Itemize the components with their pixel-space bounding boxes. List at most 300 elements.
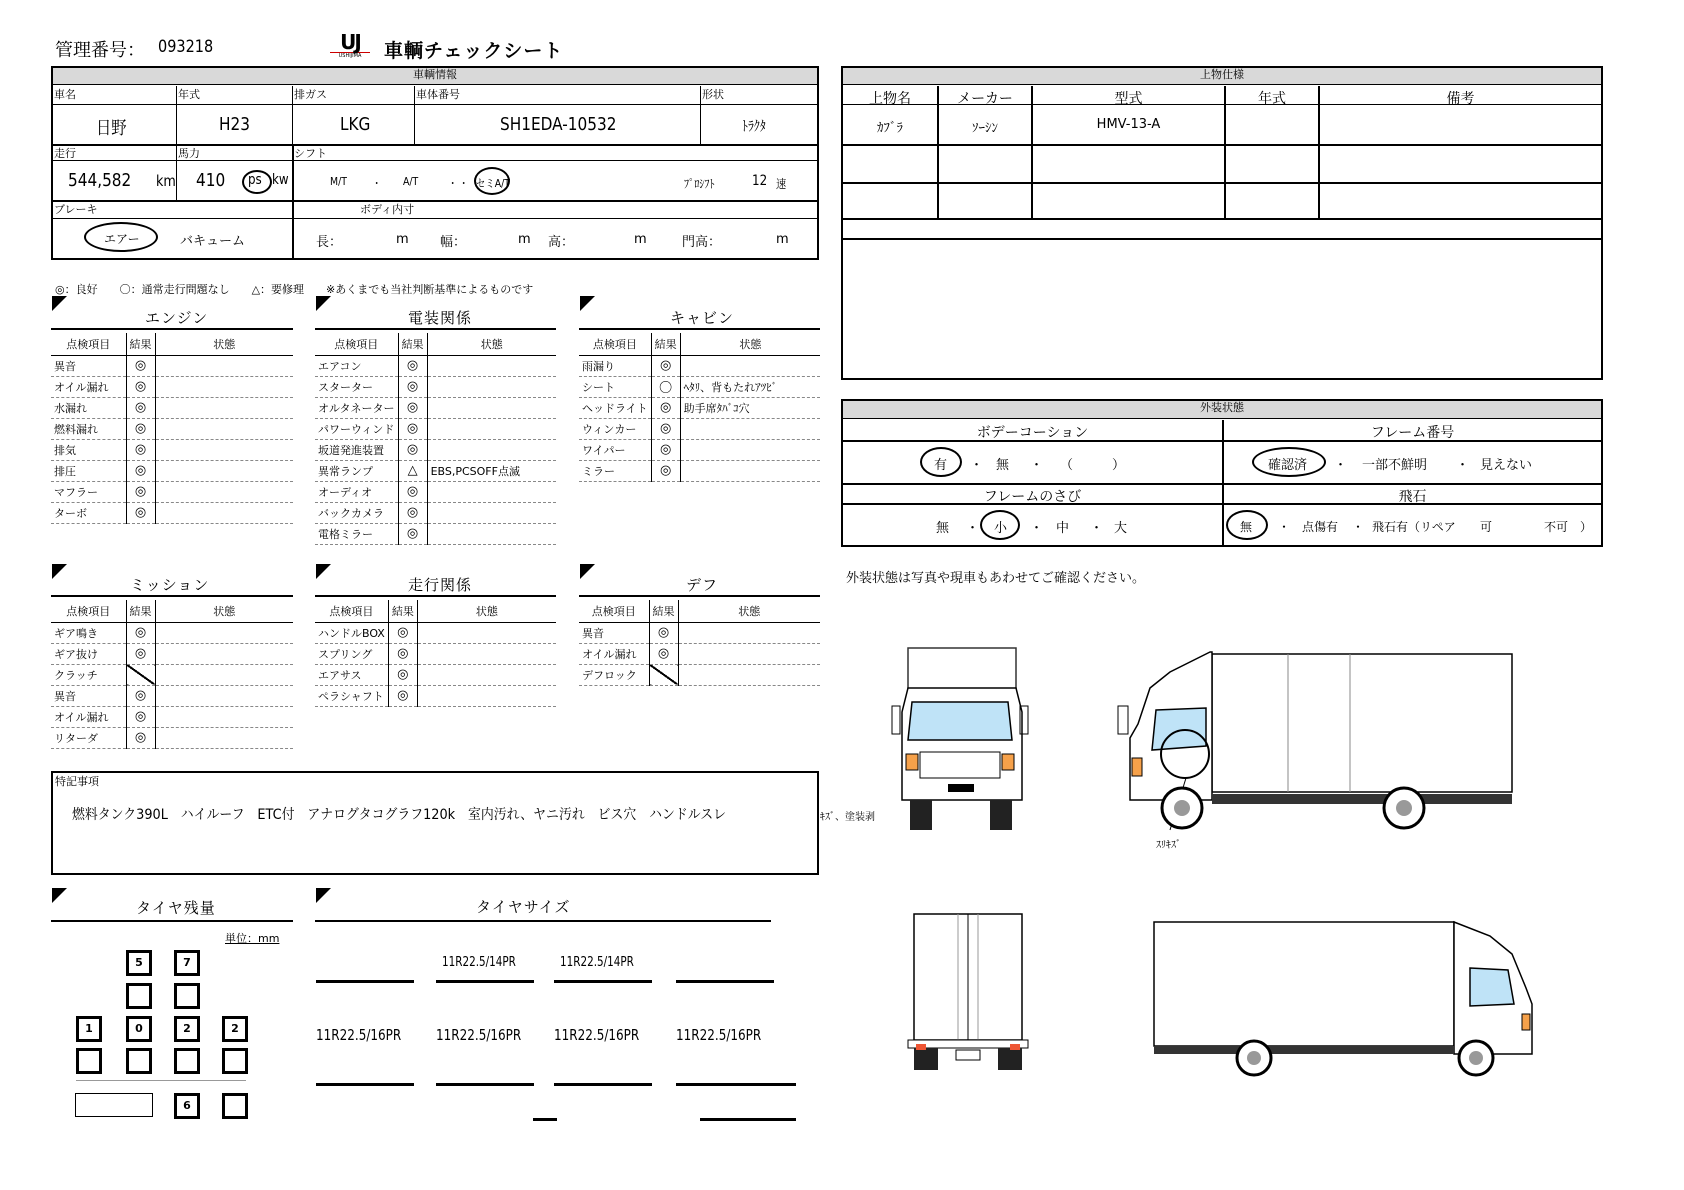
table-row <box>315 397 556 418</box>
check-state <box>427 355 556 376</box>
check-item: 燃料漏れ <box>51 418 126 439</box>
check-result: ◎ <box>398 355 427 376</box>
gear-unit: 速 <box>776 177 787 191</box>
check-item: オイル漏れ <box>579 643 649 664</box>
check-state <box>155 685 293 706</box>
table-header-row <box>51 600 293 622</box>
gear-count: 12 <box>752 173 768 189</box>
check-result: ◎ <box>398 439 427 460</box>
check-result: ◎ <box>126 502 155 523</box>
check-result: ◎ <box>649 622 678 643</box>
shift-dot-3: ・ <box>459 177 469 190</box>
table-row <box>51 460 293 481</box>
table-header-row <box>315 600 556 622</box>
check-result: ◎ <box>388 622 417 643</box>
rule <box>554 980 652 983</box>
check-state <box>155 439 293 460</box>
dim-length: 長： <box>316 235 343 250</box>
tire-size-title: タイヤサイズ <box>476 898 571 916</box>
tire-size-rear-3: 11R22.5/16PR <box>554 1026 640 1044</box>
rule <box>316 980 414 983</box>
check-result: ◎ <box>126 481 155 502</box>
hp-unit-kw: kw <box>272 172 289 188</box>
dim-width: 幅： <box>440 235 467 250</box>
dim-door-unit: m <box>776 232 789 247</box>
rule <box>533 1118 557 1121</box>
col-header-result: 結果 <box>388 600 417 622</box>
table-row <box>315 376 556 397</box>
check-result: ◎ <box>126 643 155 664</box>
dot: ・ <box>970 458 984 473</box>
label-hp: 馬力 <box>178 147 200 160</box>
col-header-result: 結果 <box>649 600 678 622</box>
tire-size-front-left: 11R22.5/14PR <box>442 955 516 970</box>
running-table <box>315 600 556 707</box>
check-item: シート <box>579 376 651 397</box>
check-item: ワイパー <box>579 439 651 460</box>
check-result: ◎ <box>651 355 680 376</box>
section-marker <box>580 296 595 311</box>
check-item: ヘッドライト <box>579 397 651 418</box>
value-year: H23 <box>219 114 250 135</box>
check-state <box>417 643 556 664</box>
check-result: ◎ <box>398 418 427 439</box>
col-header-item: 点検項目 <box>315 333 398 355</box>
check-item: 排圧 <box>51 460 126 481</box>
check-result: ◎ <box>126 727 155 748</box>
upper-spec-header: 上物仕様 <box>843 68 1601 85</box>
mission-table <box>51 600 293 749</box>
check-state <box>417 622 556 643</box>
check-item: ペラシャフト <box>315 685 388 706</box>
check-state <box>427 481 556 502</box>
truck-side-view-left <box>1110 648 1520 848</box>
shift-dot-2: ・ <box>448 177 458 190</box>
check-result: ◎ <box>398 481 427 502</box>
table-row <box>315 664 556 685</box>
check-result: ◎ <box>649 643 678 664</box>
rule <box>700 1118 796 1121</box>
check-item: 水漏れ <box>51 397 126 418</box>
frame-rust-mid: 中 <box>1056 521 1070 536</box>
dot: ・ <box>1030 521 1044 536</box>
check-state <box>155 664 293 685</box>
label-brake: ブレーキ <box>54 203 98 216</box>
col-header-result: 結果 <box>126 600 155 622</box>
check-state <box>155 643 293 664</box>
rule <box>315 920 771 922</box>
check-item: ターボ <box>51 502 126 523</box>
mgmt-number: 093218 <box>158 37 214 57</box>
rule <box>51 920 293 922</box>
label-mileage: 走行 <box>54 147 76 160</box>
col-header-state: 状態 <box>678 600 820 622</box>
check-item: スターター <box>315 376 398 397</box>
check-item: ハンドルBOX <box>315 622 388 643</box>
col-header-item: 点検項目 <box>315 600 388 622</box>
check-result: ◎ <box>126 685 155 706</box>
engine-title: エンジン <box>145 309 209 327</box>
frame-no-none: 見えない <box>1480 458 1533 473</box>
check-item: オーディオ <box>315 481 398 502</box>
table-row <box>315 460 556 481</box>
table-row <box>51 376 293 397</box>
check-result <box>649 664 678 685</box>
rule <box>176 86 177 200</box>
check-item: オイル漏れ <box>51 706 126 727</box>
check-state <box>155 418 293 439</box>
check-result: ◎ <box>398 397 427 418</box>
check-state <box>678 664 820 685</box>
check-state <box>427 523 556 544</box>
value-maker: 日野 <box>96 118 127 139</box>
remarks-overflow: ｷｽﾞ、塗装剥 <box>820 812 875 823</box>
tire-unit: 単位：mm <box>225 932 280 945</box>
check-item: ウィンカー <box>579 418 651 439</box>
table-header-row <box>579 600 820 622</box>
rule <box>51 328 293 330</box>
rule <box>292 144 294 258</box>
rule <box>414 86 415 144</box>
table-row <box>579 355 820 376</box>
col-header-state: 状態 <box>427 333 556 355</box>
rule <box>843 238 1601 240</box>
rule <box>292 86 293 144</box>
tire-slot <box>76 1048 102 1074</box>
label-maker: 車名 <box>54 88 76 101</box>
tire-slot <box>222 1048 248 1074</box>
check-item: 異常ランプ <box>315 460 398 481</box>
check-item: ギア抜け <box>51 643 126 664</box>
check-result: ◎ <box>126 439 155 460</box>
truck-rear-view <box>900 910 1030 1075</box>
table-row <box>51 481 293 502</box>
rule <box>53 218 817 219</box>
dim-height: 高： <box>548 235 575 250</box>
check-state <box>680 439 820 460</box>
table-row <box>579 622 820 643</box>
col-header-state: 状態 <box>155 600 293 622</box>
rule <box>315 328 556 330</box>
chips-label: 飛石 <box>1398 489 1427 505</box>
check-result: ◎ <box>388 643 417 664</box>
col-header-result: 結果 <box>651 333 680 355</box>
check-item: エアコン <box>315 355 398 376</box>
check-item: ギア鳴き <box>51 622 126 643</box>
dot: ・ <box>1456 458 1470 473</box>
table-header-row <box>315 333 556 355</box>
label-shape: 形状 <box>702 88 724 101</box>
table-row <box>315 502 556 523</box>
check-state <box>155 460 293 481</box>
chips-none: 無 <box>1240 520 1253 534</box>
check-result: ◎ <box>651 418 680 439</box>
body-coat-paren: （ ） <box>1060 458 1126 473</box>
table-row <box>315 643 556 664</box>
cabin-title: キャビン <box>670 309 735 327</box>
col-header-item: 点検項目 <box>579 600 649 622</box>
rule <box>51 595 293 597</box>
shift-mt: M/T <box>330 175 347 188</box>
table-row <box>315 622 556 643</box>
rule <box>315 595 556 597</box>
check-result: ◎ <box>126 418 155 439</box>
check-result: ◎ <box>398 502 427 523</box>
check-item: ミラー <box>579 460 651 481</box>
logo-mark: UJ <box>340 30 360 54</box>
table-row <box>51 643 293 664</box>
check-item: スプリング <box>315 643 388 664</box>
value-mileage: 544,582 <box>68 170 132 191</box>
frame-no-label: フレーム番号 <box>1370 425 1455 441</box>
table-row <box>51 502 293 523</box>
table-row <box>315 685 556 706</box>
tire-rear-outer-right: 2 <box>222 1016 248 1042</box>
check-item: マフラー <box>51 481 126 502</box>
proshift-label: ﾌﾟﾛｼﾌﾄ <box>684 177 715 191</box>
rule <box>554 1083 652 1086</box>
label-emission: 排ガス <box>294 88 327 101</box>
check-result: ◎ <box>398 376 427 397</box>
check-item: 異音 <box>51 685 126 706</box>
value-hp: 410 <box>196 170 226 191</box>
table-row <box>51 439 293 460</box>
upper-h-name: 上物名 <box>869 91 911 107</box>
check-item: オルタネーター <box>315 397 398 418</box>
frame-no-ok: 確認済 <box>1268 458 1308 473</box>
diff-table <box>579 600 820 686</box>
check-state <box>680 355 820 376</box>
legend: ◎：良好 〇：通常走行問題なし △：要修理 ※あくまでも当社判断基準によるものです <box>55 283 534 296</box>
check-item: 異音 <box>579 622 649 643</box>
check-state <box>680 418 820 439</box>
tire-slot <box>126 1048 152 1074</box>
rule <box>436 1083 534 1086</box>
check-state <box>155 397 293 418</box>
dim-width-unit: m <box>518 232 531 247</box>
tire-front-left: 5 <box>126 950 152 976</box>
rule <box>53 144 817 146</box>
frame-rust-label: フレームのさび <box>983 489 1082 505</box>
table-row <box>315 418 556 439</box>
check-item: オイル漏れ <box>51 376 126 397</box>
rule <box>53 160 817 161</box>
check-item: 雨漏り <box>579 355 651 376</box>
rule <box>700 86 701 144</box>
section-marker <box>52 296 67 311</box>
truck-front-view <box>890 640 1030 835</box>
rule <box>579 328 820 330</box>
running-title: 走行関係 <box>408 576 473 594</box>
chips-ng: 不可 ） <box>1544 520 1593 534</box>
check-state <box>155 481 293 502</box>
upper-model: HMV-13-A <box>1096 117 1161 132</box>
label-year: 年式 <box>178 88 200 101</box>
rule <box>53 200 817 202</box>
col-header-item: 点検項目 <box>579 333 651 355</box>
upper-spec-box <box>841 66 1603 380</box>
rule <box>843 144 1601 146</box>
upper-maker: ｿｰｼﾝ <box>972 121 998 136</box>
chips-spot: 点傷有 <box>1302 520 1339 534</box>
col-header-result: 結果 <box>126 333 155 355</box>
rule <box>676 980 774 983</box>
col-header-state: 状態 <box>417 600 556 622</box>
value-chassis: SH1EDA-10532 <box>500 114 617 135</box>
check-result: ◎ <box>126 397 155 418</box>
table-row <box>51 355 293 376</box>
tire-rear-inner-left: 0 <box>126 1016 152 1042</box>
tire-remain-title: タイヤ残量 <box>136 899 216 917</box>
upper-h-maker: メーカー <box>957 91 1013 107</box>
check-result: ◎ <box>126 622 155 643</box>
tire-rear-outer-left: 1 <box>76 1016 102 1042</box>
scratch-note: ｽﾘｷｽﾞ <box>1156 840 1181 851</box>
rule <box>53 104 817 105</box>
remarks-label: 特記事項 <box>55 775 99 788</box>
dot: ・ <box>1030 458 1044 473</box>
engine-table <box>51 333 293 524</box>
table-row <box>51 622 293 643</box>
section-marker <box>316 296 331 311</box>
table-header-row <box>51 333 293 355</box>
chips-repair: 飛石有（リペア <box>1372 520 1456 534</box>
chips-ok: 可 <box>1480 520 1493 534</box>
table-row <box>51 664 293 685</box>
exterior-header: 外装状態 <box>843 401 1601 419</box>
col-header-item: 点検項目 <box>51 333 126 355</box>
label-shift: シフト <box>294 147 327 160</box>
dot: ・ <box>1352 520 1365 534</box>
table-row <box>579 643 820 664</box>
table-row <box>579 397 820 418</box>
rule <box>76 1080 246 1081</box>
check-state <box>155 502 293 523</box>
check-result: ◎ <box>651 439 680 460</box>
truck-side-view-right <box>1150 918 1540 1078</box>
logo-subtext: USHIJIMA <box>330 52 370 59</box>
check-state <box>155 376 293 397</box>
table-row <box>51 706 293 727</box>
check-result: ◎ <box>388 664 417 685</box>
table-row <box>579 376 820 397</box>
dot: ・ <box>1278 520 1291 534</box>
rule <box>843 218 1601 220</box>
check-state <box>427 418 556 439</box>
check-item: エアサス <box>315 664 388 685</box>
section-marker <box>52 564 67 579</box>
tire-slot <box>126 983 152 1009</box>
shift-semi-at: セミA/T <box>476 177 510 190</box>
upper-h-note: 備考 <box>1446 91 1475 107</box>
cabin-table <box>579 333 820 482</box>
table-row <box>315 439 556 460</box>
check-state <box>427 502 556 523</box>
shift-at: A/T <box>403 175 419 188</box>
check-state: EBS,PCSOFF点滅 <box>427 460 556 481</box>
vehicle-info-header: 車輌情報 <box>53 68 817 85</box>
check-item: 電格ミラー <box>315 523 398 544</box>
frame-rust-big: 大 <box>1114 521 1128 536</box>
col-header-state: 状態 <box>680 333 820 355</box>
rule <box>843 182 1601 184</box>
col-header-item: 点検項目 <box>51 600 126 622</box>
tire-slot <box>222 1093 248 1119</box>
check-result: ◎ <box>398 523 427 544</box>
check-result: △ <box>398 460 427 481</box>
diff-title: デフ <box>686 576 719 594</box>
check-state <box>417 685 556 706</box>
table-row <box>579 460 820 481</box>
upper-h-year: 年式 <box>1258 91 1286 107</box>
body-coat-no: 無 <box>996 458 1010 473</box>
body-coat-yes: 有 <box>934 458 948 473</box>
table-row <box>315 355 556 376</box>
brake-air: エアー <box>104 232 140 246</box>
electric-title: 電装関係 <box>408 309 473 327</box>
rule <box>676 1083 796 1086</box>
label-body-dim: ボディ内寸 <box>360 203 415 216</box>
electric-table <box>315 333 556 545</box>
check-state: 助手席ﾀﾊﾞｺ穴 <box>680 397 820 418</box>
rule <box>579 595 820 597</box>
check-state <box>417 664 556 685</box>
tire-size-rear-2: 11R22.5/16PR <box>436 1026 522 1044</box>
dim-length-unit: m <box>396 232 409 247</box>
tire-size-rear-1: 11R22.5/16PR <box>316 1026 402 1044</box>
label-chassis: 車体番号 <box>416 88 460 101</box>
check-state <box>678 643 820 664</box>
table-row <box>579 418 820 439</box>
table-row <box>51 418 293 439</box>
remarks-text: 燃料タンク390L ハイルーフ ETC付 アナログタコグラフ120k 室内汚れ、ヤニ汚れ ビス穴 ハンドルスレ <box>72 807 727 823</box>
table-row <box>51 397 293 418</box>
check-item: 坂道発進装置 <box>315 439 398 460</box>
check-result: ◎ <box>126 460 155 481</box>
check-item: バックカメラ <box>315 502 398 523</box>
table-header-row <box>579 333 820 355</box>
col-header-state: 状態 <box>155 333 293 355</box>
check-state: ﾍﾀﾘ、背もたれｱﾂﾋﾞ <box>680 376 820 397</box>
hp-unit-ps: ps <box>248 172 262 188</box>
check-result <box>126 664 155 685</box>
mileage-unit: km <box>156 172 176 190</box>
dim-height-unit: m <box>634 232 647 247</box>
check-item: 排気 <box>51 439 126 460</box>
check-state <box>678 622 820 643</box>
check-state <box>427 439 556 460</box>
check-state <box>680 460 820 481</box>
company-logo <box>330 32 370 62</box>
tire-spare: 6 <box>174 1093 200 1119</box>
table-row <box>315 523 556 544</box>
check-item: デフロック <box>579 664 649 685</box>
mission-title: ミッション <box>130 576 210 594</box>
dot: ・ <box>1334 458 1348 473</box>
check-item: リターダ <box>51 727 126 748</box>
section-marker <box>580 564 595 579</box>
dim-door: 門高： <box>682 235 722 250</box>
check-item: クラッチ <box>51 664 126 685</box>
table-row <box>579 664 820 685</box>
check-result: ◎ <box>388 685 417 706</box>
value-shape: ﾄﾗｸﾀ <box>742 119 766 135</box>
check-state <box>427 397 556 418</box>
check-result: ◎ <box>651 397 680 418</box>
table-row <box>51 685 293 706</box>
check-result: ◎ <box>126 706 155 727</box>
table-row <box>315 481 556 502</box>
